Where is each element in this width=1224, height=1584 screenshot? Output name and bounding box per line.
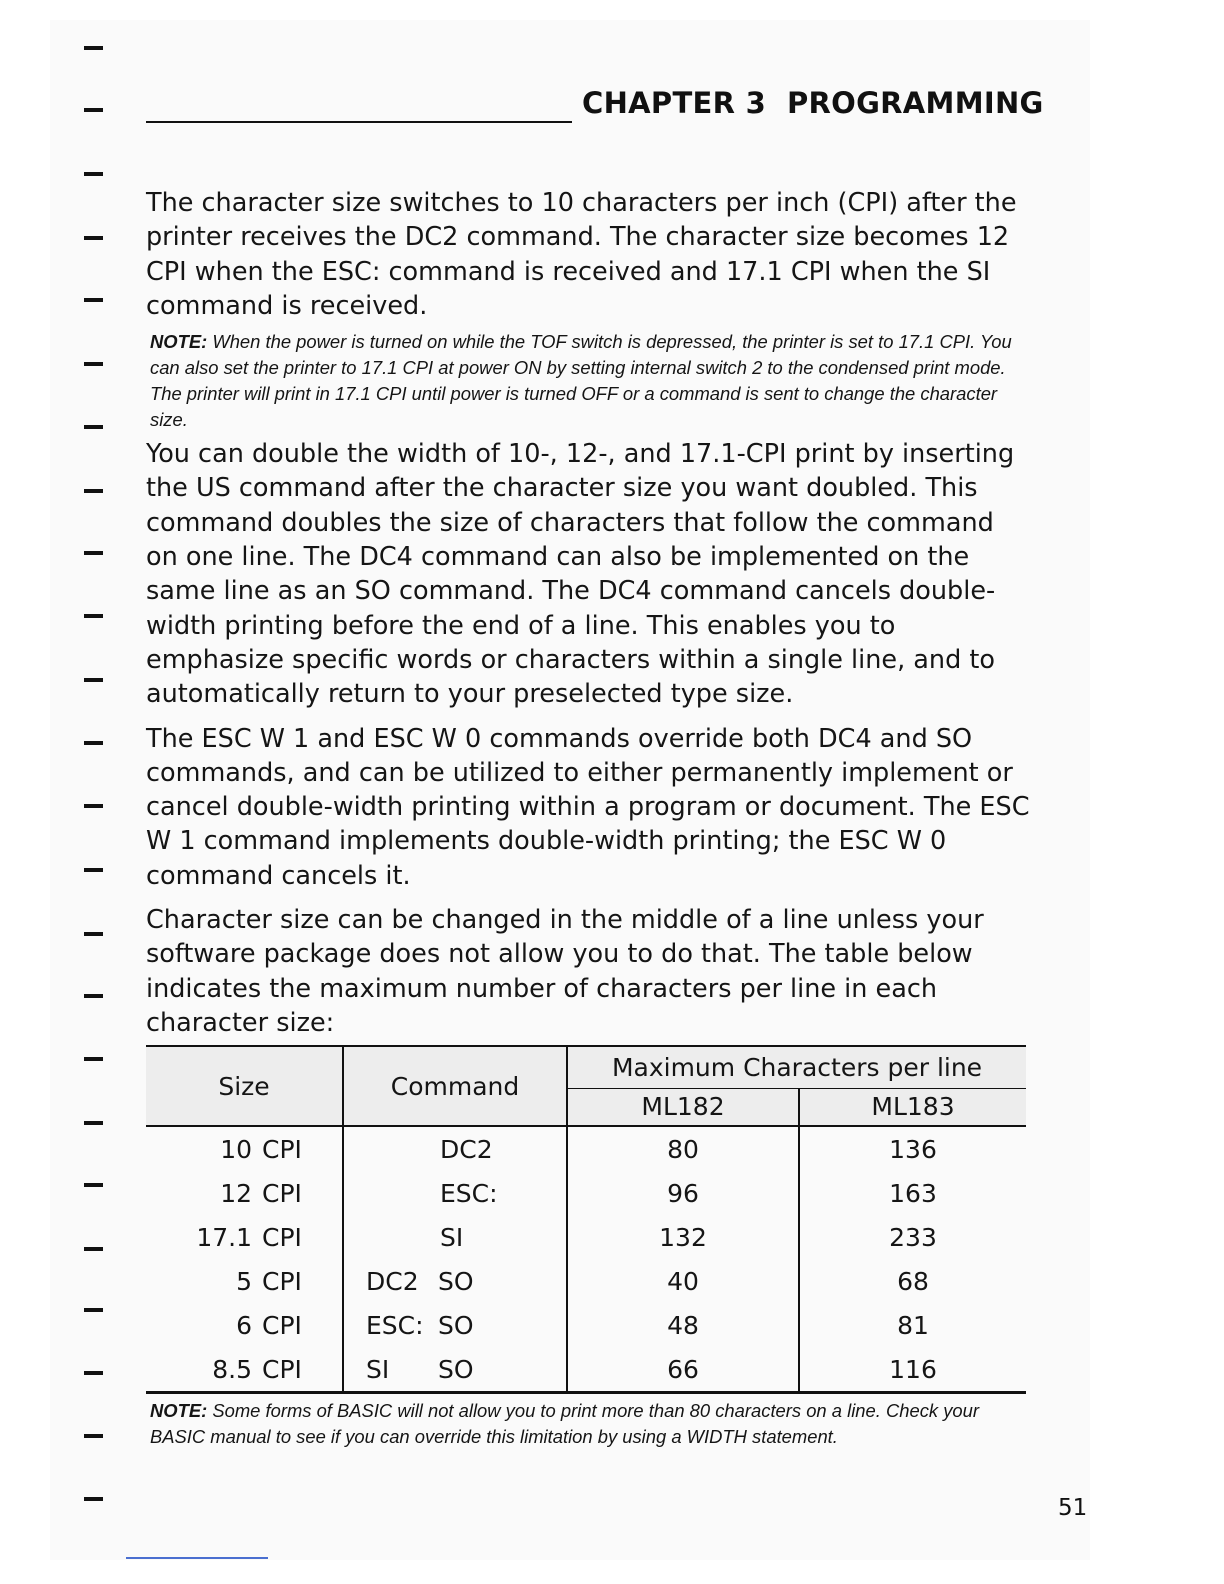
command-cell — [343, 1126, 567, 1171]
bottom-note — [150, 1398, 1030, 1450]
binding-margin-marks — [0, 0, 120, 1584]
note — [150, 329, 1030, 433]
ml183-cell: 68 — [897, 1266, 929, 1296]
header-ml182: ML182 — [567, 1088, 799, 1126]
table-row — [146, 1347, 1026, 1393]
character-size-table — [146, 1045, 1026, 1394]
margin-tick — [84, 1247, 103, 1251]
size-unit: CPI — [262, 1354, 302, 1384]
size-value: 10 — [220, 1134, 252, 1164]
command-cell — [343, 1303, 567, 1347]
margin-tick — [84, 741, 103, 745]
paragraph: The character size switches to 10 characters per inch (CPI) after the printer receives the DC2 command. The character size becomes 12 CPI when the ESC: command is received and 17.1 CPI when the SI command is received. — [146, 188, 1017, 321]
size-unit: CPI — [262, 1134, 302, 1164]
margin-tick — [84, 489, 103, 493]
ml182-cell: 96 — [567, 1171, 799, 1215]
command-value: ESC: — [440, 1178, 498, 1208]
size-cell — [146, 1347, 343, 1393]
margin-tick — [84, 932, 103, 936]
command-cell — [343, 1259, 567, 1303]
size-cell — [146, 1126, 343, 1171]
command-value: ESC: — [366, 1310, 424, 1340]
size-cell — [146, 1303, 343, 1347]
size-unit: CPI — [262, 1310, 302, 1340]
paragraph: The ESC W 1 and ESC W 0 commands override both DC4 and SO commands, and can be utilized to either permanently implement or cancel double-width printing within a program or document. The ESC W 1 command implements double-width printing; the ESC W 0 command cancels it. — [146, 723, 1030, 891]
footer-rule — [126, 1557, 268, 1559]
margin-tick — [84, 108, 103, 112]
table-row — [146, 1259, 1026, 1303]
ml183-cell: 163 — [889, 1178, 937, 1208]
note-label: NOTE: — [150, 1400, 208, 1421]
header-size: Size — [146, 1046, 343, 1126]
ml183-cell: 81 — [897, 1310, 929, 1340]
size-value: 12 — [220, 1178, 252, 1208]
margin-tick — [84, 868, 103, 872]
margin-tick — [84, 236, 103, 240]
ml183-cell: 116 — [799, 1347, 1026, 1393]
ml182-cell: 80 — [567, 1126, 799, 1171]
note-label: NOTE: — [150, 331, 208, 353]
margin-tick — [84, 614, 103, 618]
margin-tick — [84, 678, 103, 682]
margin-tick — [84, 1497, 103, 1501]
paragraph: You can double the width of 10-, 12-, and 17.1-CPI print by inserting the US command after the character size you want doubled. This command doubles the size of characters that follow the command on one line. The DC4 command can also be implemented on the same line as an SO command. The DC4 command cancels double-width printing before the end of a line. This enables you to emphasize specific words or characters within a single line, and to automatically return to your preselected type size. — [146, 439, 1015, 710]
margin-tick — [84, 804, 103, 808]
ml182-cell: 66 — [567, 1347, 799, 1393]
margin-tick — [84, 172, 103, 176]
margin-tick — [84, 1308, 103, 1312]
header-rule — [146, 121, 572, 123]
note-text: Some forms of BASIC will not allow you to print more than 80 characters on a line. Check your BASIC manual to see if you can override this limitation by using a WIDTH statement. — [150, 1400, 979, 1447]
size-cell — [146, 1171, 343, 1215]
margin-tick — [84, 1183, 103, 1187]
margin-tick — [84, 1371, 103, 1375]
size-cell — [146, 1259, 343, 1303]
margin-tick — [84, 1121, 103, 1125]
table-row — [146, 1215, 1026, 1259]
margin-tick — [84, 994, 103, 998]
command-value: SI — [366, 1354, 390, 1384]
size-value: 17.1 — [196, 1222, 252, 1252]
page-number: 51 — [1058, 1495, 1088, 1521]
size-value: 5 — [236, 1266, 252, 1296]
command-value: DC2 — [440, 1134, 493, 1164]
margin-tick — [84, 298, 103, 302]
command-value: DC2 — [366, 1266, 419, 1296]
ml182-cell: 132 — [567, 1215, 799, 1259]
header-command: Command — [343, 1046, 567, 1126]
chapter-header: CHAPTER 3 PROGRAMMING — [582, 86, 1044, 120]
size-unit: CPI — [262, 1222, 302, 1252]
body-text — [146, 186, 1030, 1040]
command-cell — [343, 1215, 567, 1259]
margin-tick — [84, 551, 103, 555]
table-row — [146, 1171, 1026, 1215]
margin-tick — [84, 46, 103, 50]
ml183-cell: 136 — [889, 1134, 937, 1164]
note-text: When the power is turned on while the TOF switch is depressed, the printer is set to 17.1 CPI. You can also set the printer to 17.1 CPI at power ON by setting internal switch 2 to the condensed print mode. The printer will print in 17.1 CPI until power is turned OFF or a command is sent to change the character size. — [150, 331, 1012, 431]
header-ml183: ML183 — [799, 1088, 1026, 1126]
margin-tick — [84, 425, 103, 429]
command-cell — [343, 1347, 567, 1393]
ml182-cell: 40 — [567, 1259, 799, 1303]
table-row — [146, 1303, 1026, 1347]
margin-tick — [84, 1057, 103, 1061]
size-value: 8.5 — [212, 1354, 252, 1384]
margin-tick — [84, 1434, 103, 1438]
command-cell — [343, 1171, 567, 1215]
table-row — [146, 1126, 1026, 1171]
header-max-chars: Maximum Characters per line — [567, 1046, 1026, 1088]
size-unit: CPI — [262, 1266, 302, 1296]
size-unit: CPI — [262, 1178, 302, 1208]
command-value: SI — [440, 1222, 464, 1252]
size-value: 6 — [236, 1310, 252, 1340]
paragraph: Character size can be changed in the middle of a line unless your software package does not allow you to do that. The table below indicates the maximum number of characters per line in each character size: — [146, 905, 984, 1038]
command-value: SO — [438, 1310, 474, 1340]
command-value: SO — [438, 1354, 474, 1384]
margin-tick — [84, 362, 103, 366]
ml183-cell: 233 — [889, 1222, 937, 1252]
ml182-cell: 48 — [567, 1303, 799, 1347]
size-cell — [146, 1215, 343, 1259]
command-value: SO — [438, 1266, 474, 1296]
